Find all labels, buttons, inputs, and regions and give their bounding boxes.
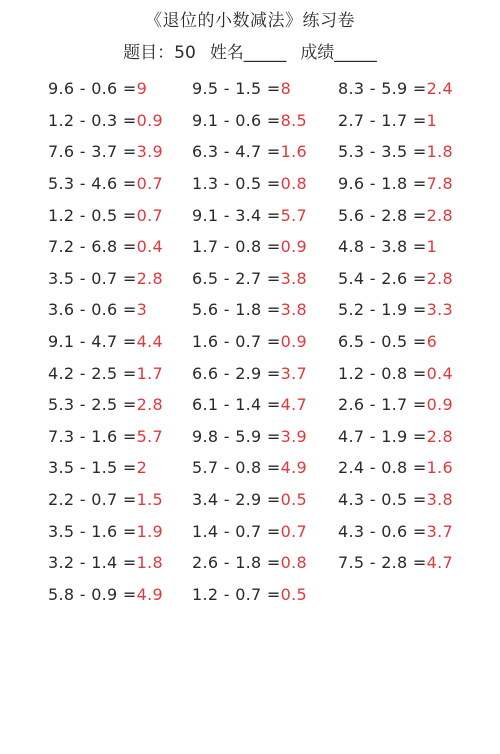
problem-answer: 4.4 — [136, 332, 163, 352]
problem-answer: 4.9 — [280, 458, 307, 478]
problem-item — [192, 79, 338, 98]
problem-answer: 4.7 — [280, 395, 307, 415]
problem-answer: 9 — [136, 79, 148, 99]
worksheet-title: 《退位的小数减法》练习卷 — [145, 11, 355, 31]
problem-item — [48, 458, 192, 477]
problem-row — [48, 484, 488, 516]
problem-answer: 2.4 — [426, 79, 453, 99]
problem-item — [192, 332, 338, 351]
problem-answer: 2 — [136, 458, 148, 478]
problem-item — [48, 427, 192, 446]
problem-expression: 6.6 - 2.9 = — [192, 363, 281, 383]
problem-expression: 1.6 - 0.7 = — [192, 332, 281, 352]
problem-item — [192, 364, 338, 383]
problem-expression: 5.8 - 0.9 = — [48, 584, 137, 604]
problem-answer: 3.7 — [426, 521, 453, 541]
problem-expression: 5.6 - 2.8 = — [338, 205, 427, 225]
problem-item — [338, 332, 488, 351]
question-count: 题目：50 — [123, 43, 196, 63]
problem-item — [48, 142, 192, 161]
problem-answer: 3.8 — [280, 300, 307, 320]
problem-item — [338, 300, 488, 319]
problem-expression: 1.3 - 0.5 = — [192, 174, 281, 194]
name-field-label: 姓名_____ — [209, 43, 287, 63]
problem-expression: 6.3 - 4.7 = — [192, 142, 281, 162]
problem-answer: 1.6 — [280, 142, 307, 162]
problem-answer: 0.7 — [280, 521, 307, 541]
problem-item — [338, 206, 488, 225]
problem-item — [338, 142, 488, 161]
problem-answer: 4.9 — [136, 584, 163, 604]
problem-answer: 2.8 — [426, 268, 453, 288]
problem-answer: 0.4 — [426, 363, 453, 383]
problem-answer: 3.3 — [426, 300, 453, 320]
problem-item — [338, 395, 488, 414]
problem-item — [48, 553, 192, 572]
problem-item — [192, 458, 338, 477]
problem-item — [338, 427, 488, 446]
problem-item — [338, 237, 488, 256]
problem-item — [48, 585, 192, 604]
problem-item — [192, 490, 338, 509]
problem-answer: 0.8 — [280, 174, 307, 194]
problem-item — [338, 364, 488, 383]
problem-answer: 7.8 — [426, 174, 453, 194]
problem-expression: 9.1 - 3.4 = — [192, 205, 281, 225]
problem-expression: 1.2 - 0.8 = — [338, 363, 427, 383]
problem-row — [48, 231, 488, 263]
problem-expression: 4.7 - 1.9 = — [338, 426, 427, 446]
problem-item — [192, 142, 338, 161]
problem-row — [48, 136, 488, 168]
problem-answer: 3.8 — [280, 268, 307, 288]
problem-expression: 7.6 - 3.7 = — [48, 142, 137, 162]
problem-answer: 3.8 — [426, 490, 453, 510]
problem-expression: 1.2 - 0.3 = — [48, 110, 137, 130]
problem-answer: 0.4 — [136, 237, 163, 257]
problem-expression: 9.6 - 1.8 = — [338, 174, 427, 194]
problem-row — [48, 105, 488, 137]
problem-row — [48, 515, 488, 547]
problem-answer: 8 — [280, 79, 292, 99]
problem-item — [192, 585, 338, 604]
problem-answer: 0.8 — [280, 553, 307, 573]
problem-item — [192, 553, 338, 572]
problem-item — [338, 111, 488, 130]
problem-item — [48, 522, 192, 541]
problem-expression: 9.1 - 4.7 = — [48, 332, 137, 352]
problem-item — [48, 174, 192, 193]
problem-item — [338, 522, 488, 541]
problem-answer: 0.7 — [136, 174, 163, 194]
problem-expression: 4.3 - 0.6 = — [338, 521, 427, 541]
problem-expression: 3.5 - 1.5 = — [48, 458, 137, 478]
problem-expression: 2.2 - 0.7 = — [48, 490, 137, 510]
problem-expression: 7.5 - 2.8 = — [338, 553, 427, 573]
problem-answer: 0.9 — [280, 332, 307, 352]
problem-answer: 3.9 — [280, 426, 307, 446]
problem-answer: 8.5 — [280, 110, 307, 130]
score-field-label: 成绩_____ — [300, 43, 377, 63]
problem-item — [338, 490, 488, 509]
problem-row — [48, 452, 488, 484]
problem-item — [192, 522, 338, 541]
problem-item — [192, 395, 338, 414]
problem-item — [338, 79, 488, 98]
problem-answer: 0.7 — [136, 205, 163, 225]
problem-expression: 1.2 - 0.7 = — [192, 584, 281, 604]
problem-expression: 3.5 - 1.6 = — [48, 521, 137, 541]
problem-item — [338, 458, 488, 477]
problem-expression: 2.7 - 1.7 = — [338, 110, 427, 130]
problem-row — [48, 73, 488, 105]
problem-item — [192, 174, 338, 193]
problem-expression: 3.5 - 0.7 = — [48, 268, 137, 288]
problem-row — [48, 263, 488, 295]
problem-item — [338, 269, 488, 288]
problem-expression: 3.6 - 0.6 = — [48, 300, 137, 320]
problem-item — [192, 427, 338, 446]
problem-expression: 4.8 - 3.8 = — [338, 237, 427, 257]
problem-row — [48, 199, 488, 231]
problem-expression: 8.3 - 5.9 = — [338, 79, 427, 99]
problem-answer: 1.8 — [426, 142, 453, 162]
problem-expression: 5.3 - 2.5 = — [48, 395, 137, 415]
problem-item — [48, 332, 192, 351]
problem-expression: 3.4 - 2.9 = — [192, 490, 281, 510]
problem-answer: 1.8 — [136, 553, 163, 573]
problem-item — [48, 395, 192, 414]
problem-expression: 1.4 - 0.7 = — [192, 521, 281, 541]
problem-row — [48, 421, 488, 453]
problem-expression: 1.7 - 0.8 = — [192, 237, 281, 257]
problem-item — [48, 111, 192, 130]
problem-item — [48, 206, 192, 225]
problem-item — [338, 553, 488, 572]
problem-answer: 3 — [136, 300, 148, 320]
problem-item — [48, 490, 192, 509]
problem-answer: 1.7 — [136, 363, 163, 383]
problem-answer: 3.7 — [280, 363, 307, 383]
problem-answer: 4.7 — [426, 553, 453, 573]
problem-answer: 6 — [426, 332, 438, 352]
problem-answer: 0.5 — [280, 584, 307, 604]
problem-row — [48, 294, 488, 326]
problem-answer: 0.9 — [280, 237, 307, 257]
problem-expression: 5.7 - 0.8 = — [192, 458, 281, 478]
problem-row — [48, 389, 488, 421]
problem-row — [48, 357, 488, 389]
problem-expression: 6.5 - 2.7 = — [192, 268, 281, 288]
problem-expression: 5.4 - 2.6 = — [338, 268, 427, 288]
problem-expression: 9.1 - 0.6 = — [192, 110, 281, 130]
problem-expression: 3.2 - 1.4 = — [48, 553, 137, 573]
problem-row — [48, 547, 488, 579]
problem-answer: 0.9 — [136, 110, 163, 130]
problem-expression: 5.3 - 4.6 = — [48, 174, 137, 194]
problem-item — [192, 237, 338, 256]
problem-item — [48, 79, 192, 98]
problem-row — [48, 326, 488, 358]
problem-answer: 1.9 — [136, 521, 163, 541]
problem-expression: 2.6 - 1.8 = — [192, 553, 281, 573]
problem-item — [48, 300, 192, 319]
problem-item — [192, 111, 338, 130]
problem-item — [192, 206, 338, 225]
problem-expression: 7.2 - 6.8 = — [48, 237, 137, 257]
problem-expression: 9.6 - 0.6 = — [48, 79, 137, 99]
problem-answer: 0.9 — [426, 395, 453, 415]
problem-answer: 3.9 — [136, 142, 163, 162]
problem-answer: 1.6 — [426, 458, 453, 478]
problem-item — [48, 364, 192, 383]
problem-expression: 9.5 - 1.5 = — [192, 79, 281, 99]
problem-row — [48, 168, 488, 200]
problem-item — [192, 269, 338, 288]
problem-answer: 2.8 — [136, 395, 163, 415]
problem-answer: 5.7 — [280, 205, 307, 225]
problem-row — [48, 579, 488, 611]
problem-answer: 2.8 — [426, 426, 453, 446]
problem-expression: 9.8 - 5.9 = — [192, 426, 281, 446]
worksheet-info — [0, 38, 500, 63]
problem-grid — [48, 73, 488, 610]
problem-expression: 5.3 - 3.5 = — [338, 142, 427, 162]
problem-expression: 2.4 - 0.8 = — [338, 458, 427, 478]
problem-expression: 4.3 - 0.5 = — [338, 490, 427, 510]
problem-item — [192, 300, 338, 319]
problem-item — [48, 269, 192, 288]
problem-answer: 2.8 — [426, 205, 453, 225]
problem-answer: 1 — [426, 237, 438, 257]
problem-item — [48, 237, 192, 256]
problem-expression: 7.3 - 1.6 = — [48, 426, 137, 446]
problem-item — [338, 174, 488, 193]
problem-expression: 5.6 - 1.8 = — [192, 300, 281, 320]
problem-answer: 0.5 — [280, 490, 307, 510]
problem-answer: 2.8 — [136, 268, 163, 288]
problem-expression: 6.1 - 1.4 = — [192, 395, 281, 415]
problem-expression: 4.2 - 2.5 = — [48, 363, 137, 383]
problem-expression: 1.2 - 0.5 = — [48, 205, 137, 225]
problem-expression: 2.6 - 1.7 = — [338, 395, 427, 415]
problem-expression: 6.5 - 0.5 = — [338, 332, 427, 352]
problem-answer: 5.7 — [136, 426, 163, 446]
problem-answer: 1 — [426, 110, 438, 130]
problem-expression: 5.2 - 1.9 = — [338, 300, 427, 320]
problem-answer: 1.5 — [136, 490, 163, 510]
